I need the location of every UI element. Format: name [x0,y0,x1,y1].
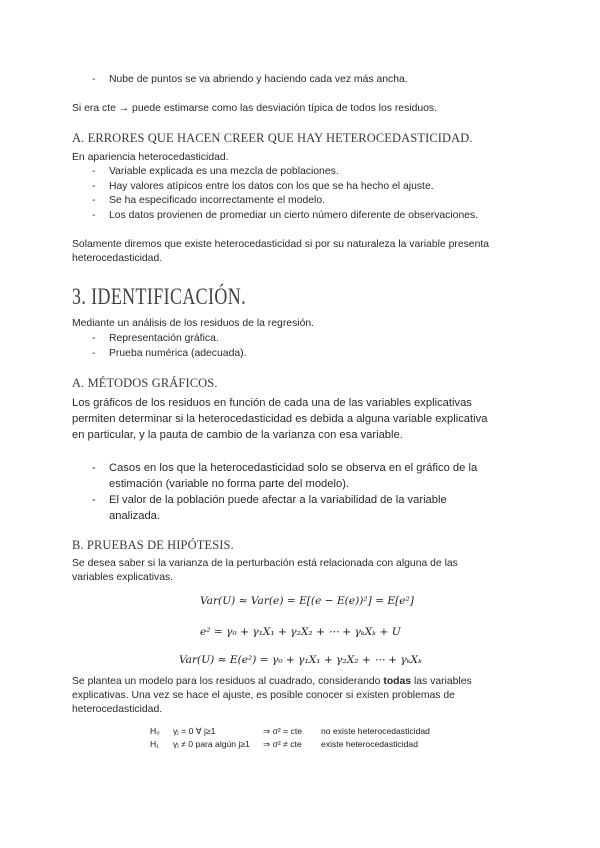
note-cte: Si era cte → puede estimarse como las desviación típica de todos los residuos. [72,103,438,114]
section-a2-bullet: analizada. [109,510,161,522]
section-a-closing: heterocedasticidad. [72,253,163,264]
equation-expected-variance: Var(U) ≈ E(e²) = γ₀ + γ₁X₁ + γ₂X₂ + ⋯ + γₖXₖ [179,654,422,666]
section-b-intro: Se desea saber si la varianza de la perturbación está relacionada con alguna de las [72,558,458,569]
section-a2-paragraph: Los gráficos de los residuos en función de cada una de las variables explicativas [72,397,472,409]
section-b-title: B. PRUEBAS DE HIPÓTESIS. [72,538,234,552]
section-a-bullet: Hay valores atípicos entre los datos con los que se ha hecho el ajuste. [109,181,434,192]
hypothesis-condition: γⱼ = 0 ∀ j≥1 [173,726,216,736]
bullet-dash: - [92,74,96,85]
section-a-bullet: Los datos provienen de promediar un cierto número diferente de observaciones. [109,210,479,221]
bullet-dash: - [92,462,96,474]
bullet-dash: - [92,181,96,192]
bullet-dash: - [92,333,96,344]
hypothesis-implication: ⇒ σ² ≠ cte [263,739,302,749]
bullet-dash: - [92,195,96,206]
hypothesis-implication: ⇒ σ² = cte [263,726,303,736]
hypothesis-label: H₁ [150,739,160,749]
bullet-dash: - [92,166,96,177]
section-3-bullet: Prueba numérica (adecuada). [109,348,247,359]
section-a2-paragraph: permiten determinar si la heterocedasticidad es debida a alguna variable explicativa [72,413,488,425]
hypothesis-result: no existe heterocedasticidad [321,726,430,736]
section-a-intro: En apariencia heterocedasticidad. [72,152,229,163]
section-a2-paragraph: en particular, y la pauta de cambio de la varianza con esa variable. [72,429,403,441]
section-a-bullet: Se ha especificado incorrectamente el modelo. [109,195,326,206]
section-3-bullet: Representación gráfica. [109,333,219,344]
equation-variance: Var(U) ≈ Var(e) = E[(e − E(e))²] = E[e²] [200,595,414,607]
bullet-dash: - [92,494,96,506]
top-bullet-text: Nube de puntos se va abriendo y haciendo cada vez más ancha. [109,74,408,85]
bullet-dash: - [92,210,96,221]
bullet-dash: - [92,348,96,359]
section-3-intro: Mediante un análisis de los residuos de la regresión. [72,318,315,329]
hypothesis-condition: γⱼ ≠ 0 para algún j≥1 [173,739,250,749]
section-a2-bullet: Casos en los que la heterocedasticidad solo se observa en el gráfico de la [109,462,478,474]
hypothesis-label: H₀ [150,726,160,736]
hypothesis-result: existe heterocedasticidad [321,739,418,749]
section-a-bullet: Variable explicada es una mezcla de poblaciones. [109,166,339,177]
section-a-title: A. ERRORES QUE HACEN CREER QUE HAY HETEROCEDASTICIDAD. [72,131,473,145]
section-a2-title: A. MÉTODOS GRÁFICOS. [72,376,218,390]
section-3-title: 3. IDENTIFICACIÓN. [72,284,246,309]
section-b-intro: variables explicativas. [72,572,174,583]
section-a2-bullet: El valor de la población puede afectar a la variabilidad de la variable [109,494,447,506]
section-a-closing: Solamente diremos que existe heterocedasticidad si por su naturaleza la variable presenta [72,239,490,250]
equation-residual-model: e² = γ₀ + γ₁X₁ + γ₂X₂ + ⋯ + γₖXₖ + U [200,626,401,638]
section-a2-bullet: estimación (variable no forma parte del modelo). [109,478,350,490]
section-b-paragraph: heterocedasticidad. [72,704,163,715]
section-b-paragraph: Se plantea un modelo para los residuos al cuadrado, considerando todas las variables [72,676,472,687]
section-b-paragraph: explicativas. Una vez se hace el ajuste, es posible conocer si existen problemas de [72,690,455,701]
